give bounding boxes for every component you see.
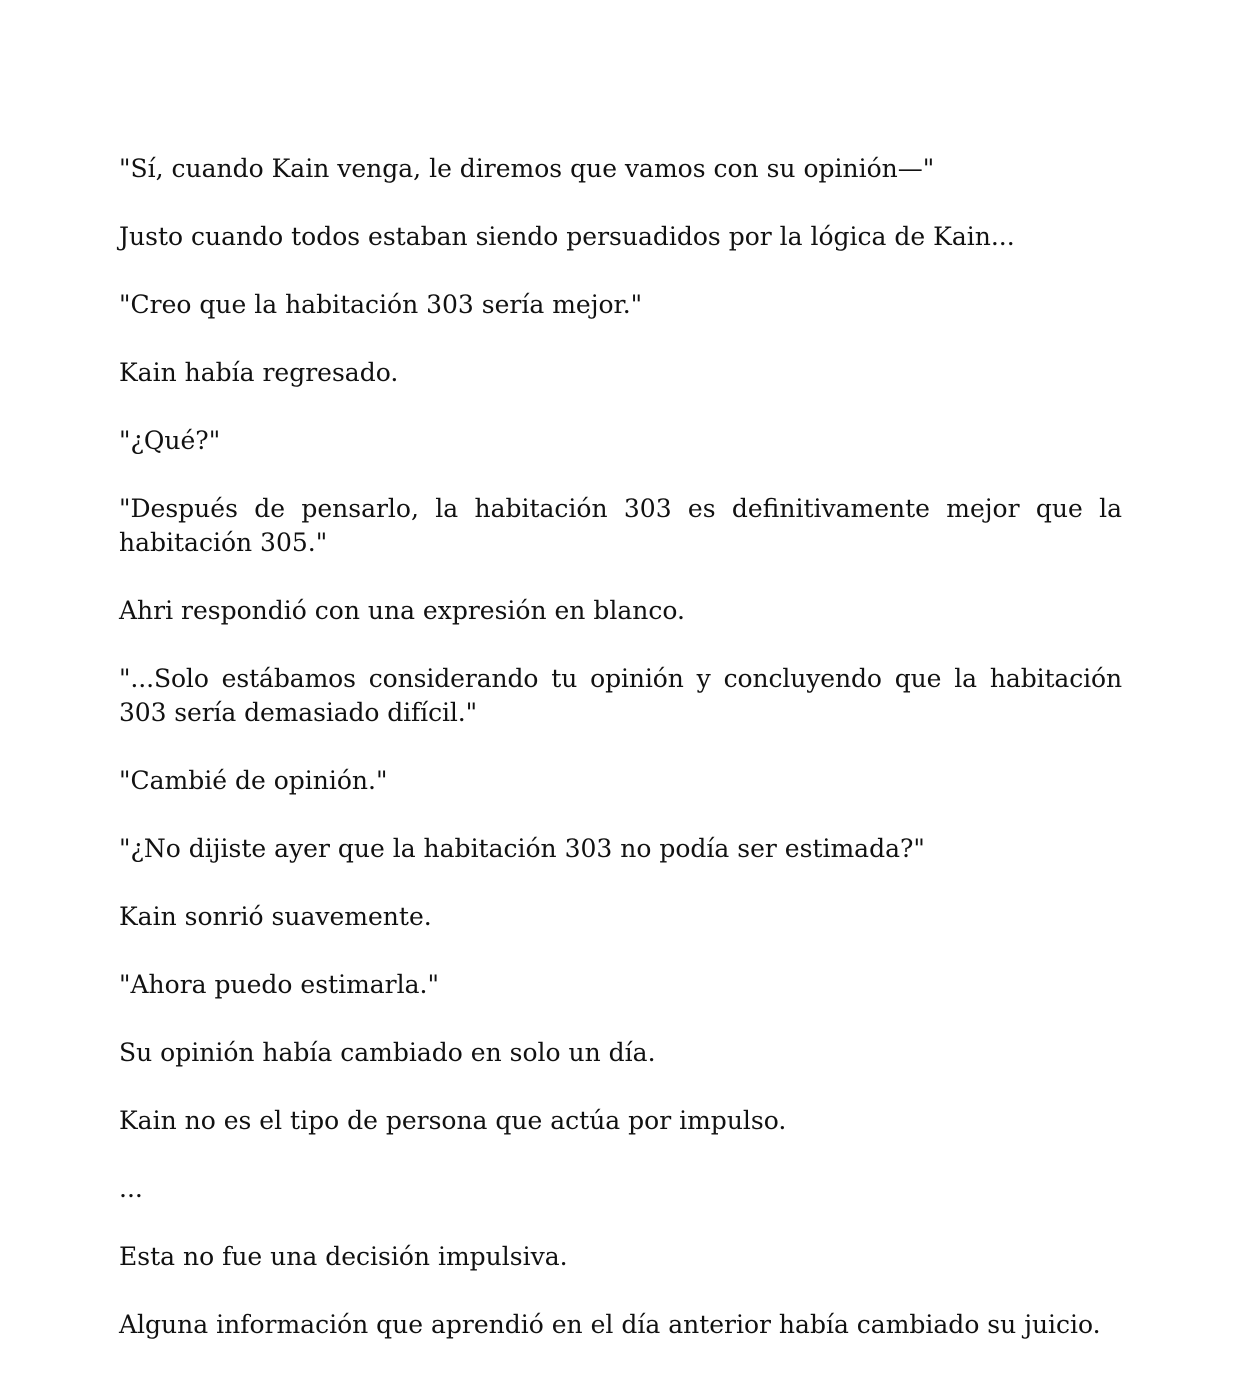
paragraph: "...Solo estábamos considerando tu opinión y concluyendo que la habitación 303 sería demasiado difícil." xyxy=(119,664,1122,727)
document-body xyxy=(119,152,1122,1376)
paragraph: Ahri respondió con una expresión en blanco. xyxy=(119,596,685,625)
paragraph: Esta no fue una decisión impulsiva. xyxy=(119,1242,568,1271)
paragraph: "¿Qué?" xyxy=(119,426,221,455)
paragraph: Alguna información que aprendió en el día anterior había cambiado su juicio. xyxy=(119,1310,1101,1339)
paragraph: "Sí, cuando Kain venga, le diremos que vamos con su opinión—" xyxy=(119,154,935,183)
paragraph: "Ahora puedo estimarla." xyxy=(119,970,439,999)
paragraph: Kain no es el tipo de persona que actúa por impulso. xyxy=(119,1106,787,1135)
paragraph: "Cambié de opinión." xyxy=(119,766,388,795)
paragraph: "Después de pensarlo, la habitación 303 es definitivamente mejor que la habitación 305." xyxy=(119,494,1122,557)
paragraph: Su opinión había cambiado en solo un día. xyxy=(119,1038,656,1067)
paragraph: Justo cuando todos estaban siendo persuadidos por la lógica de Kain... xyxy=(119,222,1015,251)
paragraph: Kain sonrió suavemente. xyxy=(119,902,432,931)
paragraph: "Creo que la habitación 303 sería mejor." xyxy=(119,290,643,319)
paragraph: Kain había regresado. xyxy=(119,358,399,387)
paragraph: "¿No dijiste ayer que la habitación 303 no podía ser estimada?" xyxy=(119,834,925,863)
paragraph: ... xyxy=(119,1174,143,1203)
